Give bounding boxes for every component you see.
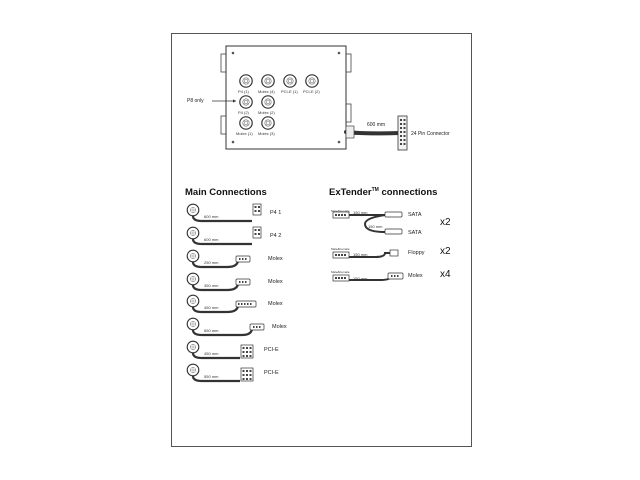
port-label: P4 (2) bbox=[238, 110, 249, 115]
cable-length: 150 mm bbox=[368, 224, 383, 229]
cable-length: 650 mm bbox=[204, 328, 219, 333]
cable-length: 450 mm bbox=[204, 305, 219, 310]
source-label: Male&Female bbox=[331, 270, 350, 274]
connector-label: SATA bbox=[408, 212, 422, 218]
connector-label: Molex bbox=[268, 279, 283, 285]
connector-label: Molex bbox=[408, 273, 423, 279]
port-label: PCI-E (2) bbox=[303, 89, 320, 94]
p8-note: P8 only bbox=[187, 98, 204, 104]
main-cables bbox=[182, 202, 322, 392]
cable-length: 350 mm bbox=[204, 283, 219, 288]
port-label: P4 (1) bbox=[238, 89, 249, 94]
connector-label: Molex bbox=[272, 324, 287, 330]
cable-length: 600 mm bbox=[204, 237, 219, 242]
cable-length: 150 mm bbox=[353, 210, 368, 215]
extender-title-main: ExTender bbox=[329, 187, 372, 199]
trademark-mark: TM bbox=[371, 187, 379, 193]
connector-label: PCI-E bbox=[264, 370, 279, 376]
extender-title-rest: connections bbox=[378, 187, 438, 199]
connector-label: SATA bbox=[408, 230, 422, 236]
cable-length: 600 mm bbox=[204, 214, 219, 219]
main-connections-title: Main Connections bbox=[185, 187, 267, 198]
connector-label: P4 1 bbox=[270, 210, 282, 216]
connector-label: P4 2 bbox=[270, 233, 282, 239]
port-label: Molex (2) bbox=[258, 110, 275, 115]
cable-length: 450 mm bbox=[204, 351, 219, 356]
cable-length: 150 mm bbox=[353, 276, 368, 281]
source-label: Male&Female bbox=[331, 209, 350, 213]
sata-multiplier: x2 bbox=[440, 217, 451, 228]
connector-label: Floppy bbox=[408, 250, 425, 256]
molex-multiplier: x4 bbox=[440, 269, 451, 280]
extender-title bbox=[329, 187, 437, 198]
cable-length: 600 mm bbox=[367, 122, 386, 128]
port-label: Molex (4) bbox=[258, 89, 275, 94]
cable-length: 550 mm bbox=[204, 374, 219, 379]
port-label: Molex (1) bbox=[236, 131, 253, 136]
port-label: Molex (3) bbox=[258, 131, 275, 136]
connector-label: Molex bbox=[268, 301, 283, 307]
connector-label: Molex bbox=[268, 256, 283, 262]
floppy-multiplier: x2 bbox=[440, 246, 451, 257]
port-label: PCI-E (1) bbox=[281, 89, 298, 94]
source-label: Male&Female bbox=[331, 247, 350, 251]
main-connector-label: 24 Pin Connector bbox=[411, 131, 450, 137]
manual-page bbox=[171, 33, 472, 447]
cable-length: 250 mm bbox=[204, 260, 219, 265]
connector-label: PCI-E bbox=[264, 347, 279, 353]
cable-length: 150 mm bbox=[353, 252, 368, 257]
psu-body bbox=[172, 34, 473, 164]
